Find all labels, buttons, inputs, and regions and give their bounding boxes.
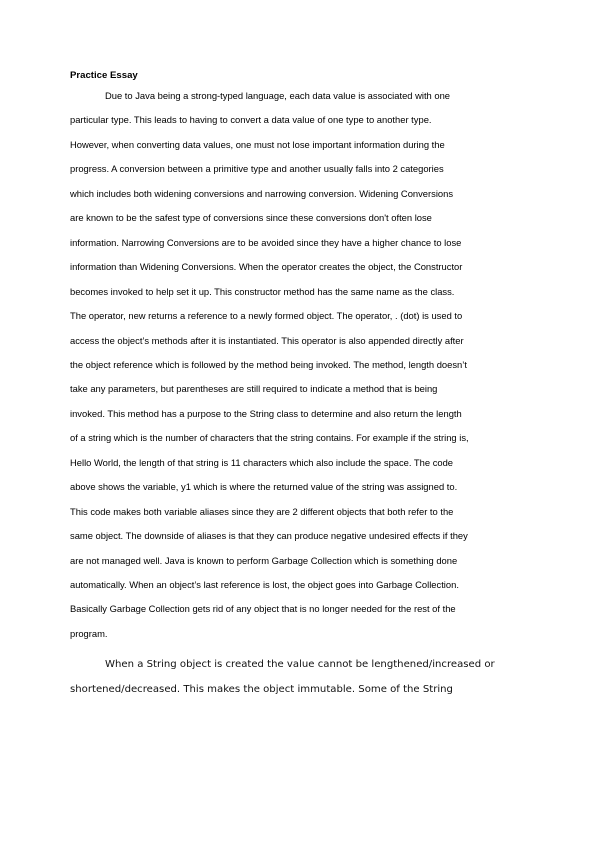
paragraph-1-line: progress. A conversion between a primitive type and another usually falls into 2 categories: [70, 163, 444, 175]
paragraph-1-line: However, when converting data values, one must not lose important information during the: [70, 138, 445, 150]
essay-title: Practice Essay: [70, 70, 138, 81]
paragraph-1-line: the object reference which is followed by the method being invoked. The method, length doesn’t: [70, 358, 467, 370]
paragraph-1-line: The operator, new returns a reference to a newly formed object. The operator, . (dot) is used to: [70, 310, 463, 322]
paragraph-1-line: of a string which is the number of characters that the string contains. For example if the string is,: [70, 432, 469, 444]
paragraph-1-line: Hello World, the length of that string is 11 characters which also include the space. The code: [70, 456, 454, 468]
paragraph-1-line: are known to be the safest type of conversions since these conversions don't often lose: [70, 212, 432, 224]
paragraph-2-line: When a String object is created the value cannot be lengthened/increased or: [105, 659, 495, 670]
paragraph-1-line: information than Widening Conversions. When the operator creates the object, the Constructor: [70, 261, 463, 273]
paragraph-1-line: program.: [70, 627, 108, 639]
paragraph-1-line: take any parameters, but parentheses are still required to indicate a method that is being: [70, 383, 438, 395]
paragraph-1-line: becomes invoked to help set it up. This constructor method has the same name as the class.: [70, 285, 455, 297]
paragraph-1-line: automatically. When an object’s last reference is lost, the object goes into Garbage Collection.: [70, 579, 459, 590]
paragraph-1-line: above shows the variable, y1 which is where the returned value of the string was assigned to.: [70, 481, 458, 493]
paragraph-2-line: shortened/decreased. This makes the object immutable. Some of the String: [70, 684, 453, 695]
paragraph-1-line: same object. The downside of aliases is that they can produce negative undesired effects if they: [70, 530, 468, 542]
paragraph-1-line: This code makes both variable aliases since they are 2 different objects that both refer to the: [70, 505, 454, 517]
paragraph-1-line: Due to Java being a strong-typed language, each data value is associated with one: [105, 90, 451, 101]
paragraph-1-line: particular type. This leads to having to convert a data value of one type to another type.: [70, 114, 432, 126]
paragraph-1-line: are not managed well. Java is known to perform Garbage Collection which is something done: [70, 554, 458, 566]
paragraph-1-line: Basically Garbage Collection gets rid of any object that is no longer needed for the rest of the: [70, 603, 456, 615]
paragraph-1-line: access the object’s methods after it is instantiated. This operator is also appended directly after: [70, 334, 464, 346]
paragraph-1-line: which includes both widening conversions and narrowing conversion. Widening Conversions: [70, 187, 454, 199]
paragraph-1-line: information. Narrowing Conversions are to be avoided since they have a higher chance to lose: [70, 236, 462, 248]
paragraph-1-line: invoked. This method has a purpose to the String class to determine and also return the length: [70, 407, 462, 419]
